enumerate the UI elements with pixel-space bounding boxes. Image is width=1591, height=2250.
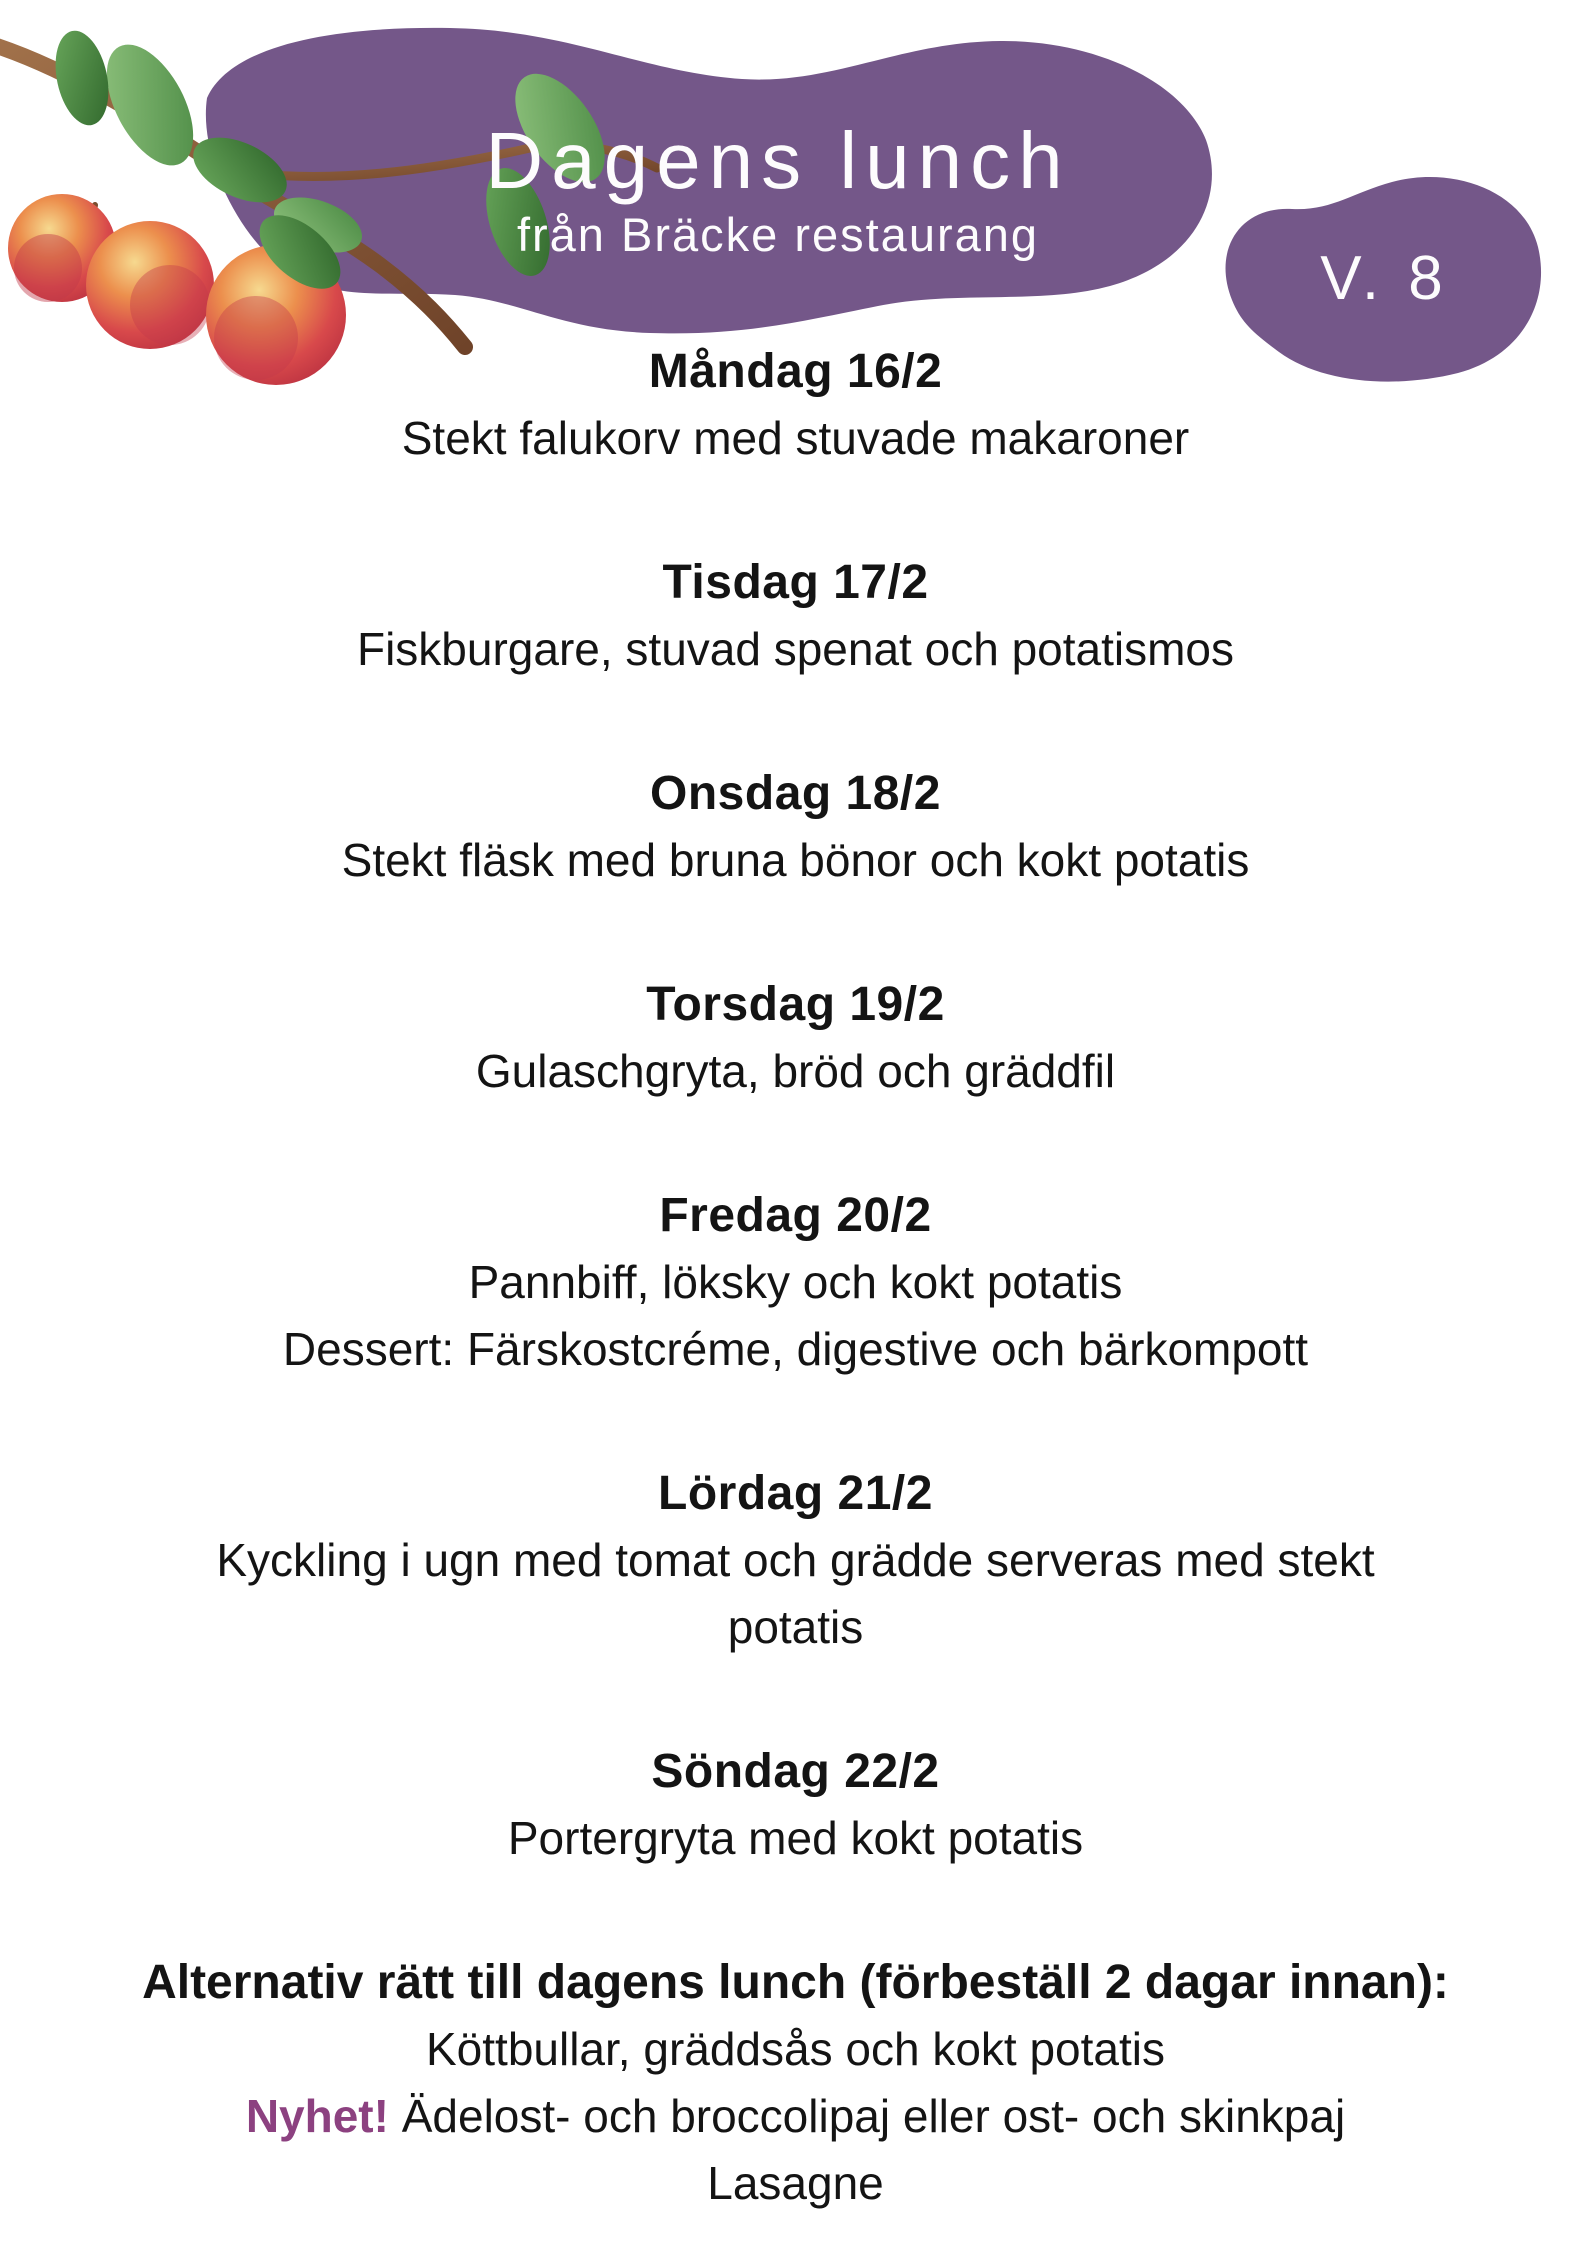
day-heading: Fredag 20/2 (659, 1189, 932, 1242)
dish-line: Kyckling i ugn med tomat och grädde serveras med stekt potatis (216, 1534, 1375, 1653)
menu (0, 338, 1591, 2217)
day-heading: Onsdag 18/2 (650, 767, 941, 820)
day-heading: Söndag 22/2 (651, 1745, 940, 1798)
alternative-extra-line: Lasagne (707, 2157, 884, 2209)
leaf-shape (48, 26, 117, 130)
day-heading: Måndag 16/2 (648, 345, 943, 398)
alternative-dish-line: Köttbullar, gräddsås och kokt potatis (426, 2023, 1165, 2075)
day-block-sunday (0, 1738, 1591, 1872)
day-heading: Lördag 21/2 (658, 1467, 933, 1520)
day-block-wednesday (0, 760, 1591, 894)
dish-line: Portergryta med kokt potatis (507, 1812, 1084, 1864)
nyhet-label: Nyhet! (245, 2090, 389, 2142)
day-block-monday (0, 338, 1591, 472)
day-block-thursday (0, 971, 1591, 1105)
week-badge: V. 8 (1320, 244, 1449, 313)
day-block-saturday (0, 1460, 1591, 1661)
dish-line: Fiskburgare, stuvad spenat och potatismos (356, 623, 1234, 675)
dish-line: Gulaschgryta, bröd och gräddfil (475, 1045, 1116, 1097)
nyhet-text: Ädelost- och broccolipaj eller ost- och skinkpaj (401, 2090, 1346, 2142)
dish-line: Stekt fläsk med bruna bönor och kokt potatis (341, 834, 1250, 886)
day-block-tuesday (0, 549, 1591, 683)
alternative-news-line (36, 2083, 1556, 2150)
day-heading: Tisdag 17/2 (662, 556, 929, 609)
dish-line: Stekt falukorv med stuvade makaroner (401, 412, 1190, 464)
dish-line: Pannbiff, löksky och kokt potatis (468, 1256, 1123, 1308)
page-title: Dagens lunch (485, 116, 1071, 205)
apple-shade (14, 234, 82, 302)
day-heading: Torsdag 19/2 (646, 978, 945, 1031)
apple-shade (130, 265, 210, 345)
header (378, 118, 1178, 262)
dish-line: Dessert: Färskostcréme, digestive och bärkompott (282, 1323, 1309, 1375)
alternative-heading: Alternativ rätt till dagens lunch (förbeställ 2 dagar innan): (142, 1956, 1449, 2009)
alternative-section (0, 1949, 1591, 2217)
day-block-friday (0, 1182, 1591, 1383)
page-subtitle: från Bräcke restaurang (516, 208, 1040, 261)
